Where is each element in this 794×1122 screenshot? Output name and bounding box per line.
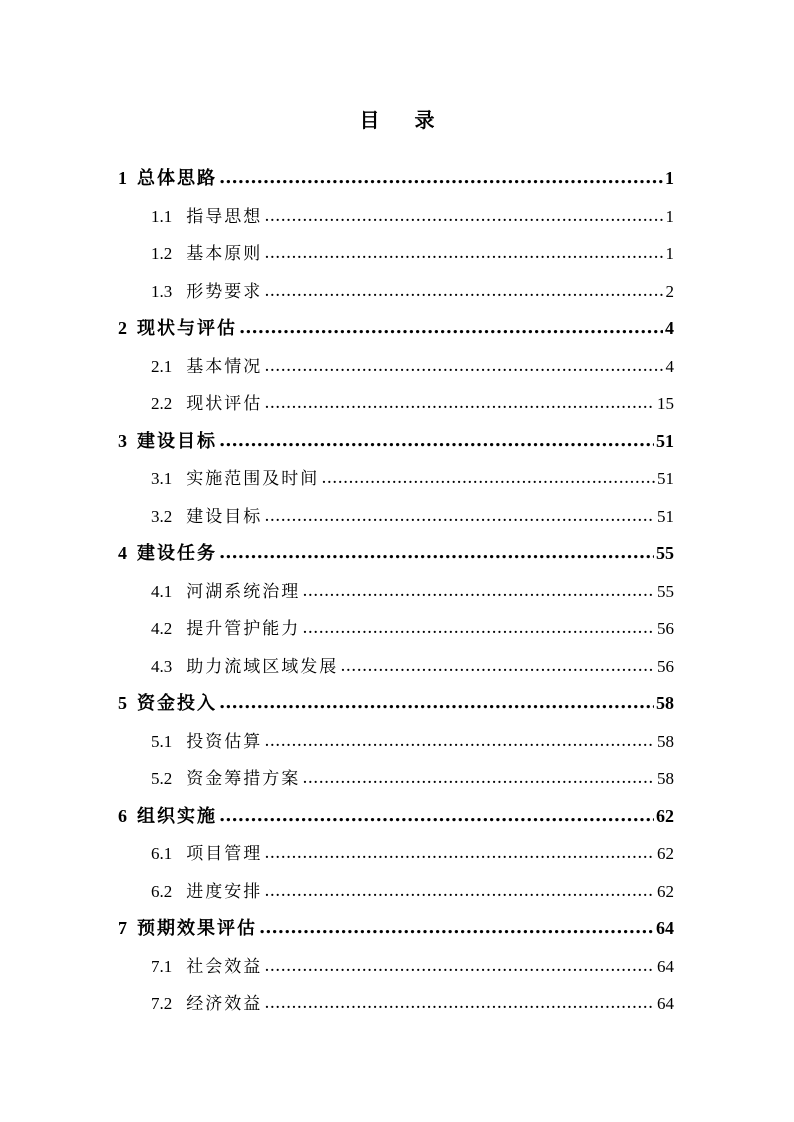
- toc-entry-title: 指导思想: [186, 206, 263, 227]
- toc-section-entry[interactable]: [118, 723, 674, 761]
- toc-dot-leader: [219, 534, 654, 572]
- toc-entry-number: 2: [118, 318, 127, 338]
- toc-entry-page-number: 62: [657, 881, 674, 901]
- toc-section-entry[interactable]: [118, 610, 674, 648]
- toc-entry-page-number: 1: [665, 206, 674, 226]
- toc-chapter-entry[interactable]: [118, 310, 674, 348]
- toc-section-entry[interactable]: [118, 348, 674, 386]
- toc-dot-leader: [219, 797, 654, 835]
- toc-entry-number: 7.2: [151, 994, 173, 1013]
- toc-dot-leader: [264, 873, 655, 911]
- toc-entry-number: 7: [118, 918, 127, 938]
- toc-entry-title: 提升管护能力: [186, 619, 301, 639]
- toc-entry-title: 总体思路: [137, 168, 217, 189]
- toc-entry-title: 资金筹措方案: [186, 769, 301, 789]
- toc-section-entry[interactable]: [118, 385, 674, 423]
- toc-entry-title: 形势要求: [186, 281, 263, 302]
- toc-dot-leader: [264, 985, 655, 1023]
- toc-dot-leader: [302, 610, 655, 648]
- toc-dot-leader: [264, 198, 663, 236]
- toc-entry-number: 4: [118, 543, 127, 563]
- toc-entry-number: 6: [118, 805, 127, 826]
- toc-section-entry[interactable]: [118, 273, 674, 311]
- toc-chapter-entry[interactable]: [118, 535, 674, 573]
- toc-dot-leader: [302, 573, 655, 611]
- toc-entry-page-number: 51: [656, 430, 674, 451]
- toc-chapter-entry[interactable]: [118, 798, 674, 836]
- toc-dot-leader: [340, 648, 655, 686]
- toc-entry-page-number: 1: [665, 244, 674, 263]
- toc-dot-leader: [264, 835, 655, 873]
- toc-dot-leader: [219, 684, 654, 722]
- toc-entry-title: 现状评估: [186, 394, 263, 414]
- toc-entry-number: 3: [118, 430, 127, 451]
- toc-dot-leader: [264, 723, 655, 761]
- toc-entry-number: 2.2: [151, 394, 173, 413]
- toc-entry-title: 河湖系统治理: [186, 581, 301, 602]
- toc-entry-page-number: 64: [657, 956, 674, 976]
- toc-entry-title: 经济效益: [186, 994, 263, 1014]
- toc-entry-page-number: 4: [665, 356, 674, 376]
- toc-section-entry[interactable]: [118, 835, 674, 873]
- toc-chapter-entry[interactable]: [118, 160, 674, 198]
- toc-section-entry[interactable]: [118, 198, 674, 236]
- toc-dot-leader: [302, 760, 655, 798]
- toc-entry-number: 6.2: [151, 881, 173, 901]
- toc-section-entry[interactable]: [118, 873, 674, 911]
- toc-entry-number: 2.1: [151, 356, 173, 376]
- toc-entry-number: 5: [118, 693, 127, 713]
- toc-entry-title: 进度安排: [186, 881, 263, 902]
- toc-section-entry[interactable]: [118, 573, 674, 611]
- toc-entry-page-number: 1: [665, 168, 674, 188]
- toc-entry-title: 建设目标: [186, 506, 263, 527]
- toc-dot-leader: [264, 348, 663, 386]
- toc-entry-title: 组织实施: [137, 805, 217, 827]
- toc-entry-page-number: 4: [665, 318, 674, 338]
- toc-entry-page-number: 64: [657, 994, 674, 1013]
- toc-entry-page-number: 2: [665, 281, 674, 301]
- toc-section-entry[interactable]: [118, 235, 674, 273]
- toc-dot-leader: [219, 159, 663, 197]
- toc-entry-title: 基本原则: [186, 244, 263, 264]
- toc-entry-title: 建设目标: [137, 430, 217, 452]
- toc-entry-page-number: 58: [656, 693, 674, 713]
- toc-entry-page-number: 51: [657, 469, 674, 488]
- toc-entry-page-number: 62: [656, 805, 674, 826]
- toc-entry-number: 1: [118, 168, 127, 188]
- toc-entry-number: 4.3: [151, 656, 173, 676]
- toc-dot-leader: [264, 385, 655, 423]
- toc-entry-page-number: 56: [657, 619, 674, 638]
- toc-chapter-entry[interactable]: [118, 685, 674, 723]
- toc-entry-page-number: 58: [657, 731, 674, 751]
- toc-dot-leader: [321, 460, 655, 498]
- toc-entry-number: 1.1: [151, 206, 173, 226]
- toc-dot-leader: [259, 909, 654, 947]
- toc-section-entry[interactable]: [118, 648, 674, 686]
- toc-section-entry[interactable]: [118, 985, 674, 1023]
- toc-entry-number: 1.2: [151, 244, 173, 263]
- toc-entry-number: 4.1: [151, 581, 173, 601]
- toc-section-entry[interactable]: [118, 460, 674, 498]
- toc-entry-page-number: 51: [657, 506, 674, 526]
- toc-dot-leader: [219, 422, 654, 460]
- toc-chapter-entry[interactable]: [118, 423, 674, 461]
- toc-entry-number: 3.2: [151, 506, 173, 526]
- toc-entry-title: 项目管理: [186, 844, 263, 864]
- toc-dot-leader: [264, 498, 655, 536]
- toc-dot-leader: [264, 235, 663, 273]
- toc-entry-number: 1.3: [151, 281, 173, 301]
- toc-entry-number: 6.1: [151, 844, 173, 863]
- toc-entry-page-number: 55: [657, 581, 674, 601]
- toc-entry-title: 预期效果评估: [137, 918, 257, 939]
- toc-entry-page-number: 55: [656, 543, 674, 563]
- toc-entry-title: 建设任务: [137, 543, 217, 564]
- toc-entry-title: 基本情况: [186, 356, 263, 377]
- toc-section-entry[interactable]: [118, 498, 674, 536]
- toc-dot-leader: [239, 309, 663, 347]
- toc-entry-number: 5.1: [151, 731, 173, 751]
- toc-dot-leader: [264, 273, 663, 311]
- toc-entry-title: 资金投入: [137, 693, 217, 714]
- toc-chapter-entry[interactable]: [118, 910, 674, 948]
- toc-entry-number: 5.2: [151, 769, 173, 788]
- toc-entry-title: 实施范围及时间: [186, 469, 320, 489]
- toc-entry-title: 助力流域区域发展: [186, 656, 339, 677]
- toc-entry-page-number: 64: [656, 918, 674, 938]
- toc-entry-number: 7.1: [151, 956, 173, 976]
- page-title: 目 录: [359, 108, 449, 132]
- toc-entry-page-number: 58: [657, 769, 674, 788]
- toc-entry-title: 社会效益: [186, 956, 263, 977]
- toc-entry-number: 4.2: [151, 619, 173, 638]
- toc-dot-leader: [264, 948, 655, 986]
- table-of-contents: [118, 160, 674, 1023]
- toc-entry-page-number: 56: [657, 656, 674, 676]
- toc-entry-page-number: 15: [657, 394, 674, 413]
- toc-entry-number: 3.1: [151, 469, 173, 488]
- toc-section-entry[interactable]: [118, 948, 674, 986]
- toc-entry-page-number: 62: [657, 844, 674, 863]
- toc-entry-title: 现状与评估: [137, 318, 237, 339]
- toc-section-entry[interactable]: [118, 760, 674, 798]
- toc-entry-title: 投资估算: [186, 731, 263, 752]
